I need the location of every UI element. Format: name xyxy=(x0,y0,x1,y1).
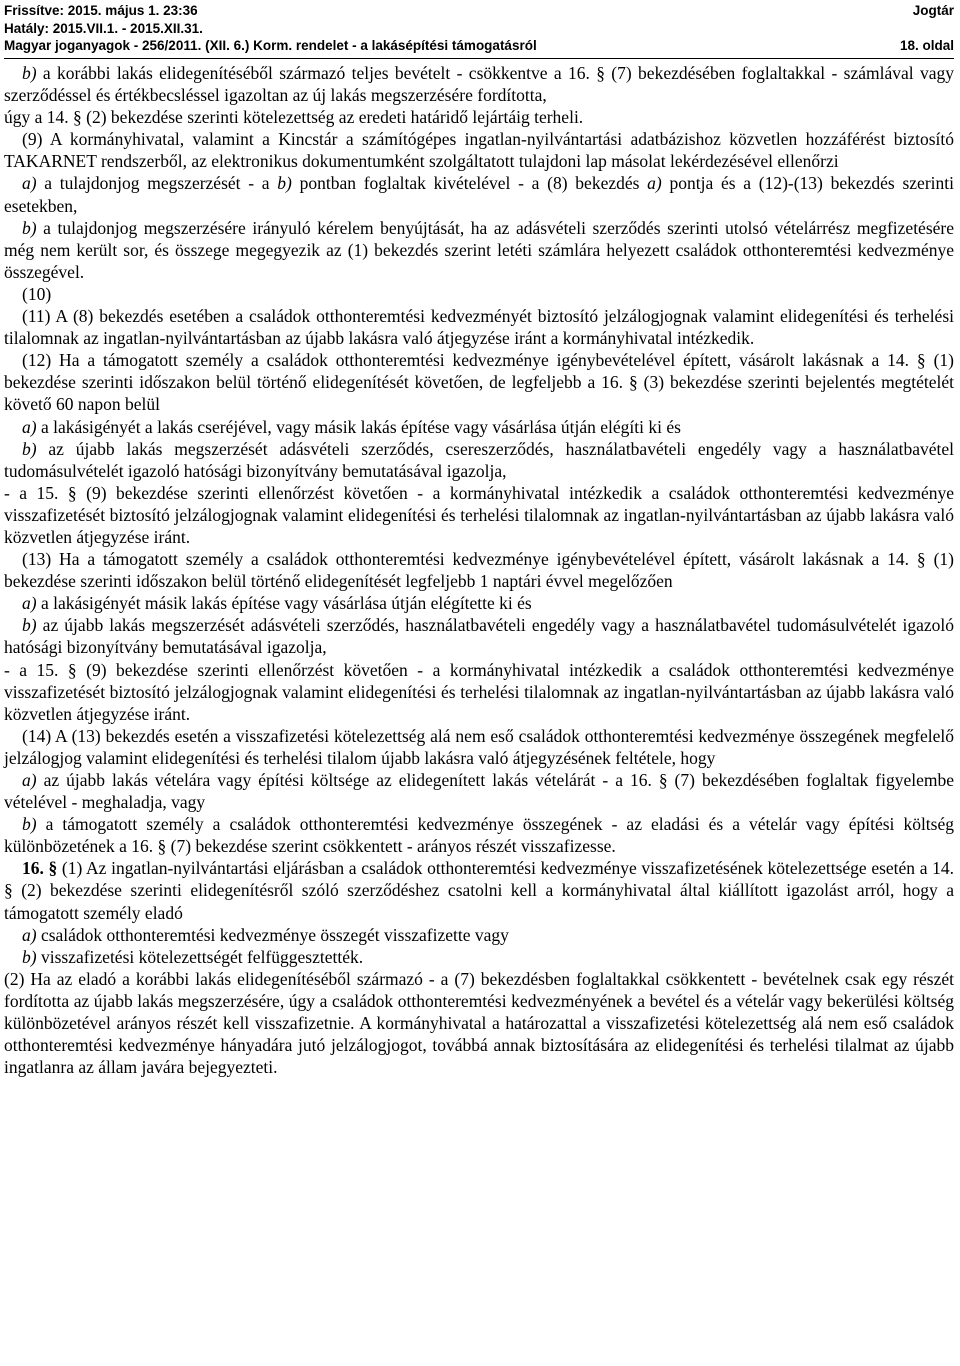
publisher-name: Jogtár xyxy=(912,3,954,18)
paragraph: (12) Ha a támogatott személy a családok otthonteremtési kedvezménye igénybevételével épített, vásárolt lakásnak a 14. § (1) bekezdése szerinti időszakon belül történő elidegenítését követően, de legfeljebb a 16. § (3) bekezdése szerinti bejelentés megtételét követő 60 napon belül xyxy=(4,350,954,415)
paragraph: b) a tulajdonjog megszerzésére irányuló kérelem benyújtását, ha az adásvételi szerződés szerinti utolsó vételárrész megfizetésére még nem került sor, és összege megegyezik az (1) bekezdés szerint letéti számlára helyezett családok otthonteremtési kedvezménye összegével. xyxy=(4,217,954,282)
paragraph: (10) xyxy=(22,283,52,304)
page-header xyxy=(4,2,954,55)
paragraph: b) a támogatott személy a családok otthonteremtési kedvezménye összegének - az eladási és a vételár vagy építési költség különbözetének a 16. § (7) bekezdése szerint csökkentett - arányos részét visszafizesse. xyxy=(4,814,954,857)
paragraph: a) az újabb lakás vételára vagy építési költsége az elidegenített lakás vételárát - a 16. § (7) bekezdésében foglaltak figyelembe vételével - meghaladja, vagy xyxy=(4,770,954,813)
paragraph: a) a lakásigényét másik lakás építése vagy vásárlása útján elégítette ki és xyxy=(22,593,532,614)
section-heading: 16. § (1) Az ingatlan-nyilvántartási eljárásban a családok otthonteremtési kedvezménye visszafizetésének kötelezettsége esetén a 14. § (2) bekezdése szerinti elidegenítésről szóló szerződéshez csatolni kell a kormányhivatal által kiállított igazolást arról, hogy a támogatott személy eladó xyxy=(4,858,954,923)
page-number: 18. oldal xyxy=(899,38,954,53)
paragraph: a) a lakásigényét a lakás cseréjével, vagy másik lakás építése vagy vásárlása útján elégíti ki és xyxy=(22,416,681,437)
paragraph: b) visszafizetési kötelezettségét felfüggesztették. xyxy=(22,946,364,967)
paragraph: úgy a 14. § (2) bekezdése szerinti kötelezettség az eredeti határidő lejártáig terheli. xyxy=(4,107,584,128)
paragraph: (9) A kormányhivatal, valamint a Kincstár a számítógépes ingatlan-nyilvántartási adatbázishoz közvetlen hozzáférést biztosító TAKARNET rendszerből, az elektronikus dokumentumként szolgáltatott tulajdoni lap másolat lekérdezésével ellenőrzi xyxy=(4,129,954,172)
header-row-2 xyxy=(4,20,954,38)
paragraph: (14) A (13) bekezdés esetén a visszafizetési kötelezettség alá nem eső családok otthonteremtési kedvezménye összegének megfelelő jelzálogjog valamint elidegenítési és terhelési tilalom újabb lakásra való átjegyzésének feltétele, hogy xyxy=(4,725,954,768)
paragraph: b) az újabb lakás megszerzését adásvételi szerződés, használatbavételi engedély vagy a használatbavétel tudomásulvételét igazoló hatósági bizonyítvány bemutatásával igazolja, xyxy=(4,615,954,658)
paragraph: - a 15. § (9) bekezdése szerinti ellenőrzést követően - a kormányhivatal intézkedik a családok otthonteremtési kedvezménye visszafizetését biztosító jelzálogjognak valamint elidegenítési és terhelési tilalomnak az ingatlan-nyilvántartásban az újabb lakásra való közvetlen átjegyzése iránt. xyxy=(4,659,954,724)
document-body xyxy=(4,62,954,1078)
paragraph: b) a korábbi lakás elidegenítéséből származó teljes bevételt - csökkentve a 16. § (7) bekezdésében foglaltakkal - számlával vagy szerződéssel és értékbecsléssel igazoltan az új lakás megszerzésére fordította, xyxy=(4,63,954,106)
paragraph: (11) A (8) bekezdés esetében a családok otthonteremtési kedvezményét biztosító jelzálogjognak valamint elidegenítési és terhelési tilalomnak az ingatlan-nyilvántartásban az újabb lakásra való átjegyzése iránt a kormányhivatal intézkedik. xyxy=(4,306,954,349)
header-row-1 xyxy=(4,2,954,20)
paragraph: - a 15. § (9) bekezdése szerinti ellenőrzést követően - a kormányhivatal intézkedik a családok otthonteremtési kedvezménye visszafizetését biztosító jelzálogjognak valamint elidegenítési és terhelési tilalomnak az ingatlan-nyilvántartásban az újabb lakásra való közvetlen átjegyzése iránt. xyxy=(4,482,954,547)
validity-period: Hatály: 2015.VII.1. - 2015.XII.31. xyxy=(4,20,203,36)
paragraph: a) a tulajdonjog megszerzését - a b) pontban foglaltak kivételével - a (8) bekezdés a) pontja és a (12)-(13) bekezdés szerinti esetekben, xyxy=(4,173,954,216)
header-row-3 xyxy=(4,37,954,55)
header-divider xyxy=(4,58,954,59)
paragraph: a) családok otthonteremtési kedvezménye összegét visszafizette vagy xyxy=(22,924,509,945)
document-title: Magyar joganyagok - 256/2011. (XII. 6.) Korm. rendelet - a lakásépítési támogatásról xyxy=(4,38,537,53)
paragraph: (2) Ha az eladó a korábbi lakás elidegenítéséből származó - a (7) bekezdésben foglaltakkal csökkentett - bevételnek csak egy részét fordította az újabb lakás megszerzésére, úgy a családok otthonteremtési kedvezményének a bevétel és a vételár vagy bekerülési költség különbözetével arányos részét kell visszafizetnie. A kormányhivatal a határozattal a visszafizetési kötelezettség alá nem eső családok otthonteremtési kedvezménye hányadára jutó jelzálogjogot, továbbá annak biztosítására az elidegenítési és terhelési tilalmat az újabb ingatlanra az állam javára bejegyezteti. xyxy=(4,968,954,1078)
paragraph: (13) Ha a támogatott személy a családok otthonteremtési kedvezménye igénybevételével épített, vásárolt lakásnak a 14. § (1) bekezdése szerinti időszakon belül történő elidegenítését legfeljebb 1 naptári évvel megelőzően xyxy=(4,549,954,592)
paragraph: b) az újabb lakás megszerzését adásvételi szerződés, csereszerződés, használatbavételi engedély vagy a használatbavétel tudomásulvételét igazoló hatósági bizonyítvány bemutatásával igazolja, xyxy=(4,438,954,481)
updated-date: Frissítve: 2015. május 1. 23:36 xyxy=(4,3,198,18)
